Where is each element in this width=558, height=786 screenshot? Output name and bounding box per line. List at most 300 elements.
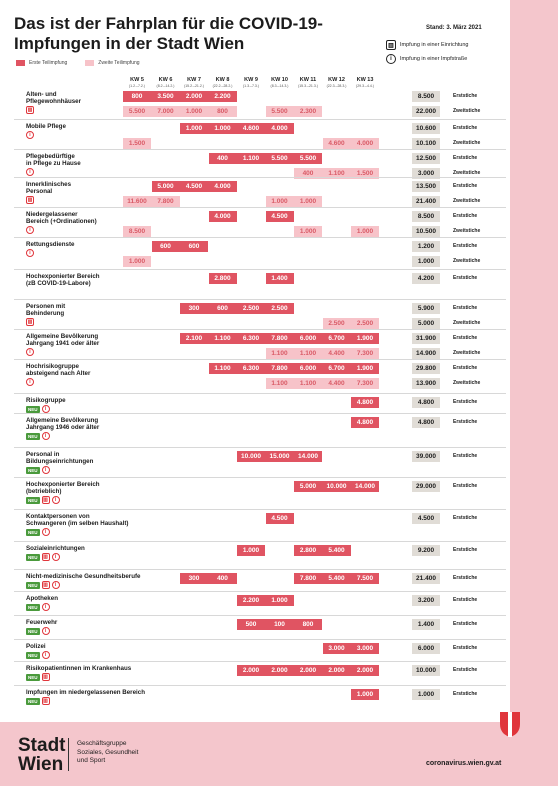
first-dose-kind: Erststiche xyxy=(453,335,478,341)
new-badge: NEU xyxy=(28,582,38,588)
new-badge: NEU xyxy=(28,652,38,658)
second-dose-value: 4.400 xyxy=(328,350,345,357)
second-dose-value: 1.000 xyxy=(299,228,317,235)
second-dose-value: 7.800 xyxy=(157,198,174,205)
first-dose-kind: Erststiche xyxy=(453,365,478,371)
group-label-line: Nicht-medizinische Gesundheitsberufe xyxy=(26,573,141,580)
first-dose-value: 500 xyxy=(245,621,257,628)
first-dose-kind: Erststiche xyxy=(453,667,478,673)
syringe-icon: i xyxy=(42,603,50,611)
first-dose-value: 1.100 xyxy=(242,155,260,162)
legend-impfstrasse xyxy=(386,54,467,64)
group-label-line: Mobile Pflege xyxy=(26,123,66,130)
first-dose-value: 5.000 xyxy=(157,183,174,190)
group-label xyxy=(26,573,176,580)
first-dose-value: 2.000 xyxy=(185,93,203,100)
group-label-line: Feuerwehr xyxy=(26,619,58,626)
first-dose-value: 5.000 xyxy=(299,483,317,490)
first-dose-total: 12.500 xyxy=(412,153,440,164)
group-icons xyxy=(26,226,34,234)
first-dose-value: 7.800 xyxy=(271,335,288,342)
group-label-line: Rettungsdienste xyxy=(26,241,75,248)
group-label-line: Risikogruppe xyxy=(26,397,66,404)
week-label: KW 11 xyxy=(299,77,317,83)
second-dose-value: 4.600 xyxy=(328,140,345,147)
week-label: KW 9 xyxy=(244,77,258,83)
group-icons xyxy=(26,581,60,589)
first-dose-kind: Erststiche xyxy=(453,691,478,697)
new-badge: NEU xyxy=(28,554,38,560)
first-dose-value: 3.500 xyxy=(157,93,174,100)
week-dates: (15.2.–21.2.) xyxy=(184,84,204,88)
second-dose-value: 2.500 xyxy=(328,320,345,327)
legend-doses xyxy=(16,60,140,66)
group-label xyxy=(26,665,176,672)
first-dose-value: 2.000 xyxy=(356,667,374,674)
second-dose-kind: Zweitstiche xyxy=(453,170,481,176)
first-dose-kind: Erststiche xyxy=(453,305,478,311)
first-dose-kind: Erststiche xyxy=(453,453,478,459)
second-dose-value: 1.100 xyxy=(328,170,345,177)
syringe-icon: i xyxy=(42,432,50,440)
group-label-line: absteigend nach Alter xyxy=(26,370,91,377)
week-column-header xyxy=(180,77,208,89)
first-dose-value: 1.000 xyxy=(214,125,231,132)
group-label-line: Pflegebedürftige xyxy=(26,153,75,160)
second-dose-total: 14.900 xyxy=(412,348,440,359)
first-dose-value: 3.000 xyxy=(356,645,374,652)
syringe-icon: i xyxy=(52,581,60,589)
row-separator xyxy=(14,299,506,300)
group-label-line: Kontaktpersonen von xyxy=(26,513,90,520)
first-dose-value: 300 xyxy=(188,575,200,582)
second-dose-swatch xyxy=(85,60,94,66)
syringe-icon: i xyxy=(42,627,50,635)
second-dose-value: 1.000 xyxy=(128,258,146,265)
first-dose-value: 2.100 xyxy=(185,335,203,342)
week-column-header xyxy=(294,77,322,89)
second-dose-kind: Zweitstiche xyxy=(453,350,481,356)
first-dose-kind: Erststiche xyxy=(453,183,478,189)
syringe-icon: i xyxy=(26,168,34,176)
group-icons xyxy=(26,466,50,474)
first-dose-value: 6.300 xyxy=(242,365,260,372)
first-dose-value: 5.500 xyxy=(271,155,288,162)
first-dose-value: 10.000 xyxy=(326,483,347,490)
first-dose-value: 1.400 xyxy=(271,275,288,282)
first-dose-value: 1.000 xyxy=(271,597,288,604)
page-title: Das ist der Fahrplan für die COVID-19-Impfungen in der Stadt Wien xyxy=(14,14,323,53)
group-label xyxy=(26,397,176,404)
second-dose-kind: Zweitstiche xyxy=(453,380,481,386)
second-dose-value: 7.000 xyxy=(157,108,174,115)
group-label xyxy=(26,273,176,287)
first-dose-value: 5.400 xyxy=(328,547,345,554)
second-dose-value: 1.000 xyxy=(299,198,317,205)
group-label-line: Jahrgang 1946 oder älter xyxy=(26,424,100,431)
second-dose-kind: Zweitstiche xyxy=(453,198,481,204)
first-dose-total: 10.000 xyxy=(412,665,440,676)
first-dose-value: 2.000 xyxy=(242,667,260,674)
second-dose-value: 1.500 xyxy=(128,140,146,147)
first-dose-value: 2.500 xyxy=(242,305,260,312)
syringe-icon: i xyxy=(42,528,50,536)
second-dose-value: 800 xyxy=(217,108,228,115)
second-dose-value: 2.500 xyxy=(356,320,374,327)
second-dose-total: 5.000 xyxy=(412,318,440,329)
first-dose-kind: Erststiche xyxy=(453,213,478,219)
group-label xyxy=(26,417,176,431)
first-dose-total: 21.400 xyxy=(412,573,440,584)
group-icons xyxy=(26,603,50,611)
group-icons xyxy=(26,553,60,561)
wien-coat-of-arms-icon xyxy=(498,708,522,738)
week-column-header xyxy=(237,77,265,89)
first-dose-value: 6.000 xyxy=(299,335,317,342)
second-dose-value: 4.400 xyxy=(328,380,345,387)
row-separator xyxy=(14,237,506,238)
group-label xyxy=(26,643,176,650)
week-column-header xyxy=(123,77,151,89)
group-icons xyxy=(26,651,50,659)
second-dose-value: 1.100 xyxy=(271,350,288,357)
legend-einrichtung-label: Impfung in einer Einrichtung xyxy=(400,42,469,48)
first-dose-kind: Erststiche xyxy=(453,621,478,627)
group-label xyxy=(26,481,176,495)
first-dose-value: 1.900 xyxy=(356,365,374,372)
second-dose-total: 22.000 xyxy=(412,106,440,117)
first-dose-value: 6.700 xyxy=(328,335,345,342)
first-dose-value: 1.100 xyxy=(214,365,231,372)
group-label-line: Personal in xyxy=(26,451,60,458)
group-label-line: Impfungen im niedergelassenen Bereich xyxy=(26,689,145,696)
first-dose-value: 3.000 xyxy=(328,645,345,652)
first-dose-value: 10.000 xyxy=(241,453,261,460)
building-icon: ▥ xyxy=(43,582,48,588)
second-dose-total: 1.000 xyxy=(412,256,440,267)
group-label-line: Allgemeine Bevölkerung xyxy=(26,417,99,424)
second-dose-value: 8.500 xyxy=(128,228,146,235)
first-dose-value: 600 xyxy=(217,305,228,312)
row-separator xyxy=(14,359,506,360)
building-icon: ▥ xyxy=(27,107,33,113)
row-separator xyxy=(14,541,506,542)
group-label xyxy=(26,363,176,377)
group-icons xyxy=(26,432,50,440)
first-dose-value: 100 xyxy=(274,621,285,628)
week-label: KW 10 xyxy=(271,77,288,83)
building-icon: ▥ xyxy=(27,197,33,203)
group-label xyxy=(26,689,176,696)
group-label-line: Niedergelassener xyxy=(26,211,78,218)
first-dose-value: 4.500 xyxy=(271,515,288,522)
second-dose-value: 1.100 xyxy=(271,380,288,387)
row-separator xyxy=(14,447,506,448)
group-icons xyxy=(26,496,60,504)
second-dose-value: 1.000 xyxy=(271,198,288,205)
week-dates: (1.2.–7.2.) xyxy=(129,84,145,88)
syringe-icon: i xyxy=(26,378,34,386)
building-icon: ▥ xyxy=(43,698,48,704)
first-dose-total: 31.900 xyxy=(412,333,440,344)
group-label xyxy=(26,619,176,626)
first-dose-value: 2.800 xyxy=(299,547,317,554)
legend-impfstrasse-label: Impfung in einer Impfstraße xyxy=(400,56,468,62)
group-icons xyxy=(26,697,50,705)
first-dose-kind: Erststiche xyxy=(453,125,478,131)
first-dose-value: 4.500 xyxy=(185,183,203,190)
first-dose-total: 6.000 xyxy=(412,643,440,654)
group-icons xyxy=(26,131,34,139)
second-dose-value: 400 xyxy=(302,170,314,177)
first-dose-value: 2.000 xyxy=(271,667,288,674)
syringe-icon: i xyxy=(42,466,50,474)
group-label-line: Hochexponierter Bereich xyxy=(26,273,100,280)
week-label: KW 13 xyxy=(356,77,374,83)
second-dose-total: 13.900 xyxy=(412,378,440,389)
row-separator xyxy=(14,177,506,178)
group-icons xyxy=(26,528,50,536)
row-separator xyxy=(14,119,506,120)
first-dose-kind: Erststiche xyxy=(453,483,478,489)
week-dates: (29.3.–4.4.) xyxy=(356,84,374,88)
group-label-line: Innerklinisches xyxy=(26,181,72,188)
syringe-icon: i xyxy=(42,651,50,659)
group-icons xyxy=(26,348,34,356)
second-dose-kind: Zweitstiche xyxy=(453,320,481,326)
row-separator xyxy=(14,591,506,592)
row-separator xyxy=(14,413,506,414)
group-label xyxy=(26,595,176,602)
first-dose-total: 4.200 xyxy=(412,273,440,284)
second-dose-total: 3.000 xyxy=(412,168,440,179)
second-dose-value: 1.500 xyxy=(356,170,374,177)
row-separator xyxy=(14,207,506,208)
legend-second-label: Zweite Teilimpfung xyxy=(98,60,140,66)
first-dose-value: 2.200 xyxy=(242,597,260,604)
row-separator xyxy=(14,329,506,330)
first-dose-kind: Erststiche xyxy=(453,93,478,99)
group-label-line: Behinderung xyxy=(26,310,65,317)
building-icon: ▥ xyxy=(43,674,48,680)
week-column-header xyxy=(266,77,294,89)
row-separator xyxy=(14,685,506,686)
first-dose-value: 14.000 xyxy=(298,453,318,460)
second-dose-value: 1.100 xyxy=(299,350,317,357)
week-column-header xyxy=(323,77,351,89)
group-label-line: Jahrgang 1941 oder älter xyxy=(26,340,100,347)
first-dose-value: 1.000 xyxy=(356,691,374,698)
first-dose-value: 4.000 xyxy=(214,183,231,190)
group-label xyxy=(26,513,176,527)
syringe-icon: i xyxy=(26,131,34,139)
first-dose-kind: Erststiche xyxy=(453,547,478,553)
group-label xyxy=(26,303,176,317)
first-dose-value: 7.800 xyxy=(299,575,317,582)
first-dose-total: 10.600 xyxy=(412,123,440,134)
stadt-wien-logo xyxy=(18,736,66,774)
first-dose-value: 1.900 xyxy=(356,335,374,342)
group-label-line: (zB COVID-19-Labore) xyxy=(26,280,91,287)
week-dates: (15.3.–21.3.) xyxy=(298,84,318,88)
new-badge: NEU xyxy=(28,467,38,473)
first-dose-value: 2.800 xyxy=(214,275,231,282)
second-dose-value: 7.300 xyxy=(356,380,374,387)
row-separator xyxy=(14,615,506,616)
first-dose-total: 3.200 xyxy=(412,595,440,606)
row-separator xyxy=(14,509,506,510)
department-line-3: und Sport xyxy=(77,757,106,764)
first-dose-value: 4.500 xyxy=(271,213,288,220)
group-label-line: Personen mit xyxy=(26,303,66,310)
syringe-icon: i xyxy=(52,496,60,504)
second-dose-value: 2.300 xyxy=(299,108,317,115)
week-dates: (1.3.–7.3.) xyxy=(243,84,259,88)
new-badge: NEU xyxy=(28,698,38,704)
row-separator xyxy=(14,477,506,478)
first-dose-kind: Erststiche xyxy=(453,645,478,651)
first-dose-value: 4.000 xyxy=(214,213,231,220)
week-label: KW 12 xyxy=(328,77,345,83)
side-strip xyxy=(510,0,558,786)
new-badge: NEU xyxy=(28,628,38,634)
group-label-line: Allgemeine Bevölkerung xyxy=(26,333,99,340)
group-icons xyxy=(26,106,34,114)
group-label-line: Bereich (+Ordinationen) xyxy=(26,218,97,225)
first-dose-value: 2.000 xyxy=(328,667,345,674)
department-line-1: Geschäftsgruppe xyxy=(77,740,127,747)
first-dose-total: 8.500 xyxy=(412,91,440,102)
first-dose-value: 400 xyxy=(217,575,228,582)
syringe-icon: i xyxy=(26,226,34,234)
first-dose-value: 600 xyxy=(160,243,171,250)
first-dose-kind: Erststiche xyxy=(453,275,478,281)
week-dates: (22.3.–28.3.) xyxy=(326,84,347,88)
week-dates: (22.2.–28.2.) xyxy=(212,84,233,88)
first-dose-total: 29.000 xyxy=(412,481,440,492)
group-label-line: Pflegewohnhäuser xyxy=(26,98,82,105)
row-separator xyxy=(14,639,506,640)
second-dose-value: 4.000 xyxy=(356,140,374,147)
first-dose-value: 5.400 xyxy=(328,575,345,582)
footer-divider xyxy=(68,738,69,771)
first-dose-total: 29.800 xyxy=(412,363,440,374)
first-dose-total: 13.500 xyxy=(412,181,440,192)
first-dose-kind: Erststiche xyxy=(453,575,478,581)
first-dose-total: 8.500 xyxy=(412,211,440,222)
first-dose-value: 7.500 xyxy=(356,575,374,582)
group-label-line: in Pflege zu Hause xyxy=(26,160,81,167)
second-dose-value: 1.000 xyxy=(185,108,203,115)
first-dose-value: 600 xyxy=(188,243,200,250)
week-label: KW 8 xyxy=(215,77,230,83)
new-badge: NEU xyxy=(28,529,38,535)
week-column-header xyxy=(152,77,180,89)
first-dose-total: 1.000 xyxy=(412,689,440,700)
group-label-line: Apotheken xyxy=(26,595,58,602)
first-dose-value: 4.800 xyxy=(356,399,374,406)
first-dose-kind: Erststiche xyxy=(453,399,478,405)
first-dose-value: 6.300 xyxy=(242,335,260,342)
first-dose-kind: Erststiche xyxy=(453,243,478,249)
week-dates: (8.3.–14.3.) xyxy=(270,84,289,88)
first-dose-value: 5.500 xyxy=(299,155,317,162)
group-label xyxy=(26,545,176,552)
first-dose-total: 1.200 xyxy=(412,241,440,252)
week-label: KW 7 xyxy=(187,77,201,83)
logo-line-1: Stadt xyxy=(18,735,66,756)
date-stamp: Stand: 3. März 2021 xyxy=(426,25,482,31)
second-dose-value: 7.300 xyxy=(356,350,374,357)
syringe-icon: i xyxy=(26,348,34,356)
week-label: KW 6 xyxy=(158,77,173,83)
second-dose-value: 1.100 xyxy=(299,380,317,387)
new-badge: NEU xyxy=(28,497,38,503)
first-dose-value: 1.000 xyxy=(242,547,260,554)
legend-first-label: Erste Teilimpfung xyxy=(29,60,68,66)
new-badge: NEU xyxy=(28,604,38,610)
first-dose-value: 2.200 xyxy=(214,93,231,100)
week-column-header xyxy=(351,77,379,89)
first-dose-total: 1.400 xyxy=(412,619,440,630)
first-dose-kind: Erststiche xyxy=(453,155,478,161)
second-dose-total: 10.100 xyxy=(412,138,440,149)
group-label xyxy=(26,333,176,347)
department-line-2: Soziales, Gesundheit xyxy=(77,748,139,756)
group-label xyxy=(26,211,176,225)
second-dose-total: 10.500 xyxy=(412,226,440,237)
syringe-icon: i xyxy=(52,553,60,561)
second-dose-kind: Zweitstiche xyxy=(453,108,481,114)
first-dose-value: 2.500 xyxy=(271,305,288,312)
group-label-line: Bildungseinrichtungen xyxy=(26,458,94,465)
first-dose-kind: Erststiche xyxy=(453,419,478,425)
row-separator xyxy=(14,661,506,662)
syringe-icon: i xyxy=(26,249,34,257)
first-dose-value: 4.000 xyxy=(271,125,288,132)
group-icons xyxy=(26,196,34,204)
first-dose-value: 1.100 xyxy=(214,335,231,342)
group-icons xyxy=(26,405,50,413)
first-dose-total: 5.900 xyxy=(412,303,440,314)
department xyxy=(77,740,138,766)
first-dose-value: 400 xyxy=(217,155,228,162)
group-label xyxy=(26,153,176,167)
second-dose-total: 21.400 xyxy=(412,196,440,207)
logo-line-2: Wien xyxy=(18,754,64,775)
first-dose-total: 4.800 xyxy=(412,417,440,428)
second-dose-value: 1.000 xyxy=(356,228,374,235)
syringe-icon: i xyxy=(386,54,396,64)
group-label-line: Risikopatientinnen im Krankenhaus xyxy=(26,665,132,672)
building-icon: ▥ xyxy=(43,554,48,560)
building-icon: ▥ xyxy=(43,497,48,503)
first-dose-value: 800 xyxy=(131,93,143,100)
building-icon: ▥ xyxy=(27,319,33,325)
second-dose-kind: Zweitstiche xyxy=(453,258,481,264)
website-link[interactable]: coronavirus.wien.gv.at xyxy=(426,760,502,767)
group-icons xyxy=(26,318,34,326)
first-dose-value: 14.000 xyxy=(355,483,375,490)
group-label-line: (betrieblich) xyxy=(26,488,62,495)
syringe-icon: i xyxy=(42,405,50,413)
new-badge: NEU xyxy=(28,433,38,439)
group-label-line: Sozialeinrichtungen xyxy=(26,545,85,552)
first-dose-swatch xyxy=(16,60,25,66)
group-label xyxy=(26,123,176,130)
row-separator xyxy=(14,393,506,394)
first-dose-value: 300 xyxy=(188,305,200,312)
